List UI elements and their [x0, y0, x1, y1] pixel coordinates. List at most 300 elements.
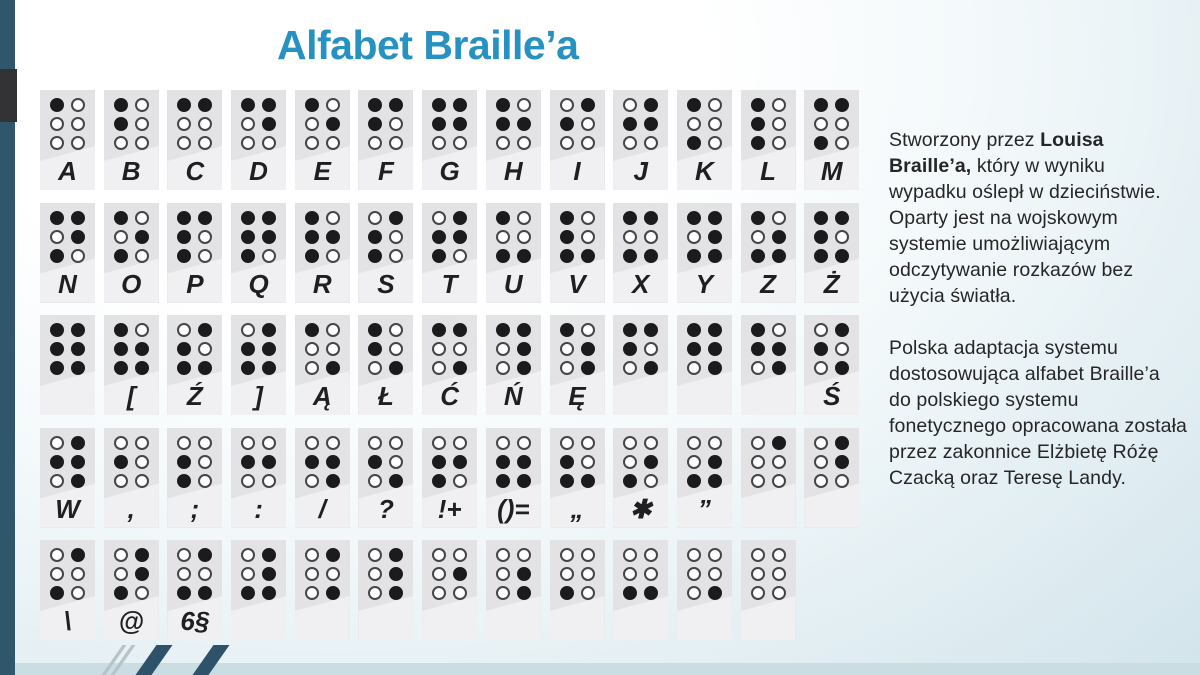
braille-dot-empty — [50, 548, 64, 562]
braille-dot-filled — [751, 342, 765, 356]
braille-dot-filled — [389, 98, 403, 112]
braille-cell — [167, 540, 222, 640]
braille-dot-filled — [708, 586, 722, 600]
braille-dot-empty — [135, 586, 149, 600]
braille-dot-empty — [644, 230, 658, 244]
braille-cell — [358, 428, 413, 528]
braille-letter-label: , — [127, 493, 135, 524]
braille-dot-filled — [517, 342, 531, 356]
braille-dot-empty — [772, 567, 786, 581]
braille-dot-filled — [262, 586, 276, 600]
braille-dot-filled — [71, 548, 85, 562]
braille-dot-filled — [560, 474, 574, 488]
braille-dot-matrix — [432, 323, 467, 375]
para1-pre: Stworzony przez — [889, 129, 1041, 151]
braille-dot-matrix — [687, 436, 722, 488]
braille-dot-empty — [496, 436, 510, 450]
braille-dot-empty — [50, 474, 64, 488]
braille-dot-empty — [708, 567, 722, 581]
braille-dot-filled — [114, 586, 128, 600]
braille-dot-empty — [835, 474, 849, 488]
braille-dot-empty — [389, 342, 403, 356]
braille-dot-filled — [644, 211, 658, 225]
braille-cell — [295, 540, 350, 640]
braille-letter-label: F — [377, 156, 394, 186]
braille-dot-empty — [708, 136, 722, 150]
braille-dot-filled — [114, 342, 128, 356]
braille-dot-empty — [389, 117, 403, 131]
braille-dot-filled — [644, 586, 658, 600]
braille-dot-filled — [644, 117, 658, 131]
braille-cell — [741, 203, 796, 303]
braille-cell — [550, 203, 605, 303]
braille-dot-empty — [114, 230, 128, 244]
braille-dot-filled — [560, 117, 574, 131]
braille-dot-empty — [177, 567, 191, 581]
braille-dot-empty — [432, 361, 446, 375]
braille-dot-empty — [708, 436, 722, 450]
braille-dot-filled — [198, 98, 212, 112]
braille-dot-filled — [262, 361, 276, 375]
braille-dot-empty — [262, 136, 276, 150]
braille-cell — [486, 203, 541, 303]
para1-post: który w wyniku wypadku oślepł w dzieciństwie. Oparty jest na wojskowym systemie umożliwiającym odczytywanie rozkazów bez użycia światła. — [889, 155, 1161, 307]
braille-cell — [40, 540, 95, 640]
braille-dot-empty — [581, 117, 595, 131]
braille-dot-matrix — [241, 436, 276, 488]
braille-dot-filled — [432, 230, 446, 244]
braille-dot-filled — [262, 548, 276, 562]
braille-dot-empty — [241, 436, 255, 450]
braille-dot-empty — [135, 98, 149, 112]
braille-cell — [358, 315, 413, 415]
braille-dot-empty — [581, 567, 595, 581]
braille-dot-matrix — [496, 436, 531, 488]
braille-dot-filled — [177, 211, 191, 225]
braille-dot-filled — [517, 474, 531, 488]
braille-dot-filled — [517, 117, 531, 131]
braille-dot-filled — [453, 455, 467, 469]
braille-dot-matrix — [50, 323, 85, 375]
braille-dot-matrix — [50, 98, 85, 150]
braille-dot-empty — [305, 117, 319, 131]
braille-dot-matrix — [496, 548, 531, 600]
braille-dot-filled — [814, 98, 828, 112]
braille-dot-filled — [177, 249, 191, 263]
braille-dot-filled — [751, 211, 765, 225]
braille-dot-empty — [71, 98, 85, 112]
braille-letter-label — [231, 603, 286, 640]
braille-dot-empty — [71, 136, 85, 150]
braille-cell — [295, 90, 350, 190]
braille-dot-empty — [560, 342, 574, 356]
braille-cell — [613, 90, 668, 190]
braille-dot-empty — [241, 117, 255, 131]
braille-dot-empty — [305, 548, 319, 562]
braille-dot-filled — [517, 361, 531, 375]
braille-cell — [40, 428, 95, 528]
braille-dot-filled — [71, 323, 85, 337]
braille-letter-label: ” — [697, 493, 711, 524]
braille-dot-empty — [835, 117, 849, 131]
braille-dot-empty — [623, 230, 637, 244]
braille-dot-filled — [835, 361, 849, 375]
braille-dot-filled — [368, 98, 382, 112]
braille-dot-filled — [644, 98, 658, 112]
braille-dot-filled — [708, 342, 722, 356]
braille-dot-matrix — [751, 211, 786, 263]
braille-dot-empty — [326, 211, 340, 225]
braille-cell — [104, 540, 159, 640]
braille-letter-label: O — [121, 268, 142, 299]
braille-letter-label — [804, 491, 859, 528]
braille-dot-filled — [262, 230, 276, 244]
braille-dot-filled — [751, 323, 765, 337]
braille-dot-filled — [368, 117, 382, 131]
braille-dot-filled — [241, 230, 255, 244]
braille-dot-empty — [432, 586, 446, 600]
braille-dot-empty — [708, 98, 722, 112]
braille-dot-empty — [453, 436, 467, 450]
braille-dot-empty — [644, 136, 658, 150]
braille-cell — [613, 428, 668, 528]
braille-cell — [677, 90, 732, 190]
braille-dot-empty — [814, 455, 828, 469]
slide-title: Alfabet Braille’a — [277, 22, 579, 68]
braille-cell — [804, 315, 859, 415]
braille-dot-filled — [581, 474, 595, 488]
braille-letter-label — [295, 603, 350, 640]
braille-dot-empty — [50, 117, 64, 131]
braille-dot-empty — [517, 98, 531, 112]
braille-dot-filled — [560, 249, 574, 263]
braille-dot-matrix — [496, 323, 531, 375]
braille-dot-empty — [326, 323, 340, 337]
braille-dot-empty — [135, 249, 149, 263]
braille-dot-filled — [326, 586, 340, 600]
braille-dot-empty — [50, 136, 64, 150]
braille-dot-filled — [772, 436, 786, 450]
braille-dot-empty — [581, 436, 595, 450]
braille-dot-filled — [326, 455, 340, 469]
braille-dot-matrix — [114, 211, 149, 263]
braille-dot-filled — [305, 249, 319, 263]
braille-dot-filled — [453, 230, 467, 244]
braille-cell — [295, 203, 350, 303]
braille-dot-empty — [241, 323, 255, 337]
braille-dot-filled — [560, 323, 574, 337]
braille-dot-filled — [114, 249, 128, 263]
braille-dot-filled — [623, 342, 637, 356]
braille-cell — [167, 203, 222, 303]
braille-dot-filled — [623, 211, 637, 225]
braille-dot-empty — [751, 548, 765, 562]
braille-dot-empty — [135, 474, 149, 488]
braille-dot-empty — [177, 436, 191, 450]
braille-dot-empty — [453, 586, 467, 600]
braille-cell — [741, 90, 796, 190]
braille-dot-empty — [432, 136, 446, 150]
braille-dot-empty — [772, 455, 786, 469]
braille-dot-empty — [326, 567, 340, 581]
braille-cell — [804, 203, 859, 303]
braille-dot-matrix — [241, 98, 276, 150]
braille-dot-matrix — [114, 436, 149, 488]
braille-dot-empty — [751, 455, 765, 469]
braille-dot-empty — [581, 586, 595, 600]
paragraph-2: Polska adaptacja systemu dostosowująca alfabet Braille’a do polskiego systemu fonetycznego opracowana została przez zakonnice Elżbietę Różę Czacką oraz Teresę Landy. — [889, 337, 1187, 489]
braille-dot-filled — [687, 249, 701, 263]
braille-dot-empty — [114, 548, 128, 562]
braille-dot-filled — [71, 436, 85, 450]
braille-dot-empty — [687, 455, 701, 469]
braille-dot-empty — [389, 230, 403, 244]
braille-dot-empty — [687, 436, 701, 450]
braille-letter-label: W — [55, 493, 80, 524]
braille-dot-empty — [326, 98, 340, 112]
braille-dot-filled — [71, 211, 85, 225]
braille-dot-filled — [560, 455, 574, 469]
braille-dot-matrix — [623, 323, 658, 375]
braille-dot-filled — [389, 474, 403, 488]
braille-dot-filled — [114, 98, 128, 112]
braille-dot-filled — [71, 455, 85, 469]
braille-dot-matrix — [751, 548, 786, 600]
braille-dot-matrix — [50, 436, 85, 488]
braille-dot-empty — [305, 567, 319, 581]
braille-cell — [613, 540, 668, 640]
braille-letter-label: I — [573, 156, 581, 186]
braille-dot-empty — [368, 361, 382, 375]
braille-dot-filled — [114, 211, 128, 225]
braille-letter-label: Ź — [186, 381, 203, 411]
braille-dot-empty — [305, 136, 319, 150]
braille-cell — [613, 203, 668, 303]
braille-dot-empty — [50, 230, 64, 244]
braille-dot-empty — [135, 136, 149, 150]
braille-dot-filled — [177, 474, 191, 488]
braille-dot-filled — [453, 211, 467, 225]
braille-dot-empty — [305, 361, 319, 375]
braille-dot-filled — [687, 98, 701, 112]
braille-letter-label: M — [820, 156, 843, 186]
braille-letter-label: U — [503, 268, 523, 299]
braille-letter-label — [486, 603, 541, 640]
braille-dot-empty — [389, 323, 403, 337]
braille-dot-empty — [772, 211, 786, 225]
braille-dot-empty — [198, 436, 212, 450]
braille-dot-filled — [687, 474, 701, 488]
braille-letter-label: X — [632, 268, 650, 299]
braille-dot-filled — [326, 474, 340, 488]
braille-dot-empty — [560, 548, 574, 562]
braille-cell — [358, 540, 413, 640]
braille-dot-filled — [114, 323, 128, 337]
braille-dot-filled — [326, 117, 340, 131]
braille-dot-filled — [50, 98, 64, 112]
braille-letter-label: Ż — [823, 268, 840, 299]
braille-dot-filled — [835, 436, 849, 450]
braille-dot-empty — [560, 567, 574, 581]
braille-dot-empty — [496, 342, 510, 356]
braille-cell — [550, 315, 605, 415]
braille-cell — [422, 428, 477, 528]
braille-letter-label: Ń — [503, 381, 523, 411]
braille-dot-matrix — [305, 323, 340, 375]
braille-dot-empty — [432, 567, 446, 581]
braille-dot-filled — [687, 323, 701, 337]
braille-dot-filled — [50, 211, 64, 225]
braille-dot-empty — [305, 474, 319, 488]
braille-dot-filled — [644, 361, 658, 375]
braille-letter-label: [ — [126, 381, 136, 411]
braille-dot-filled — [114, 361, 128, 375]
braille-dot-filled — [708, 230, 722, 244]
braille-dot-matrix — [623, 436, 658, 488]
braille-letter-label: N — [58, 268, 77, 299]
braille-dot-empty — [368, 211, 382, 225]
braille-dot-empty — [751, 230, 765, 244]
braille-dot-empty — [581, 455, 595, 469]
braille-dot-empty — [114, 474, 128, 488]
braille-dot-matrix — [560, 323, 595, 375]
braille-letter-label — [422, 603, 477, 640]
braille-dot-filled — [71, 361, 85, 375]
braille-cell — [167, 315, 222, 415]
braille-letter-label — [40, 378, 95, 415]
braille-cell — [741, 540, 796, 640]
braille-dot-filled — [517, 586, 531, 600]
braille-letter-label: C — [185, 156, 205, 186]
braille-dot-empty — [517, 211, 531, 225]
braille-dot-matrix — [560, 211, 595, 263]
braille-dot-matrix — [496, 98, 531, 150]
braille-cell — [486, 540, 541, 640]
braille-dot-empty — [751, 567, 765, 581]
braille-cell — [231, 203, 286, 303]
braille-dot-matrix — [687, 323, 722, 375]
braille-cell — [550, 428, 605, 528]
braille-dot-matrix — [687, 211, 722, 263]
braille-dot-matrix — [305, 98, 340, 150]
braille-dot-filled — [71, 474, 85, 488]
braille-dot-matrix — [623, 98, 658, 150]
braille-letter-label: ; — [190, 493, 200, 524]
braille-dot-empty — [687, 230, 701, 244]
braille-dot-empty — [262, 249, 276, 263]
braille-dot-filled — [644, 455, 658, 469]
braille-dot-empty — [751, 474, 765, 488]
braille-dot-filled — [432, 474, 446, 488]
braille-dot-matrix — [368, 548, 403, 600]
braille-dot-filled — [368, 455, 382, 469]
braille-dot-empty — [50, 567, 64, 581]
braille-dot-empty — [305, 436, 319, 450]
braille-dot-empty — [623, 436, 637, 450]
braille-dot-filled — [814, 249, 828, 263]
braille-row — [40, 428, 859, 528]
braille-dot-filled — [177, 586, 191, 600]
braille-dot-filled — [772, 361, 786, 375]
braille-dot-filled — [644, 323, 658, 337]
braille-dot-matrix — [114, 98, 149, 150]
braille-dot-empty — [389, 455, 403, 469]
braille-dot-filled — [50, 361, 64, 375]
braille-dot-empty — [687, 567, 701, 581]
braille-dot-filled — [326, 548, 340, 562]
braille-dot-matrix — [814, 323, 849, 375]
braille-cell — [295, 315, 350, 415]
braille-dot-empty — [135, 323, 149, 337]
braille-dot-empty — [432, 342, 446, 356]
braille-cell — [677, 203, 732, 303]
braille-dot-matrix — [751, 323, 786, 375]
braille-dot-matrix — [814, 98, 849, 150]
braille-dot-empty — [708, 117, 722, 131]
braille-dot-empty — [581, 323, 595, 337]
braille-dot-filled — [835, 323, 849, 337]
braille-dot-filled — [453, 567, 467, 581]
braille-dot-empty — [71, 586, 85, 600]
braille-dot-empty — [772, 474, 786, 488]
braille-dot-empty — [517, 436, 531, 450]
braille-dot-empty — [241, 474, 255, 488]
braille-dot-empty — [623, 361, 637, 375]
braille-letter-label — [677, 603, 732, 640]
braille-dot-filled — [835, 249, 849, 263]
braille-dot-filled — [687, 211, 701, 225]
braille-grid — [40, 90, 859, 640]
braille-dot-empty — [496, 548, 510, 562]
braille-cell — [167, 428, 222, 528]
braille-dot-empty — [368, 474, 382, 488]
braille-dot-filled — [814, 136, 828, 150]
braille-dot-matrix — [687, 98, 722, 150]
braille-dot-filled — [432, 117, 446, 131]
description-text — [889, 127, 1187, 517]
braille-letter-label: @ — [118, 606, 144, 636]
braille-dot-empty — [241, 548, 255, 562]
braille-dot-empty — [623, 98, 637, 112]
braille-dot-filled — [772, 249, 786, 263]
braille-dot-filled — [453, 117, 467, 131]
braille-dot-empty — [453, 548, 467, 562]
braille-dot-filled — [177, 361, 191, 375]
braille-cell — [677, 315, 732, 415]
braille-dot-matrix — [177, 436, 212, 488]
braille-letter-label: Ć — [440, 381, 460, 411]
braille-row — [40, 315, 859, 415]
braille-dot-filled — [835, 98, 849, 112]
braille-dot-empty — [581, 548, 595, 562]
braille-dot-filled — [198, 548, 212, 562]
braille-dot-empty — [560, 136, 574, 150]
braille-dot-empty — [581, 211, 595, 225]
braille-dot-filled — [581, 98, 595, 112]
braille-dot-empty — [581, 230, 595, 244]
braille-dot-empty — [50, 436, 64, 450]
braille-dot-empty — [389, 436, 403, 450]
braille-dot-empty — [772, 136, 786, 150]
braille-dot-empty — [496, 586, 510, 600]
braille-dot-filled — [644, 249, 658, 263]
braille-dot-empty — [835, 230, 849, 244]
braille-dot-matrix — [432, 436, 467, 488]
braille-dot-empty — [114, 136, 128, 150]
braille-dot-empty — [453, 342, 467, 356]
braille-dot-empty — [71, 117, 85, 131]
braille-dot-empty — [644, 567, 658, 581]
